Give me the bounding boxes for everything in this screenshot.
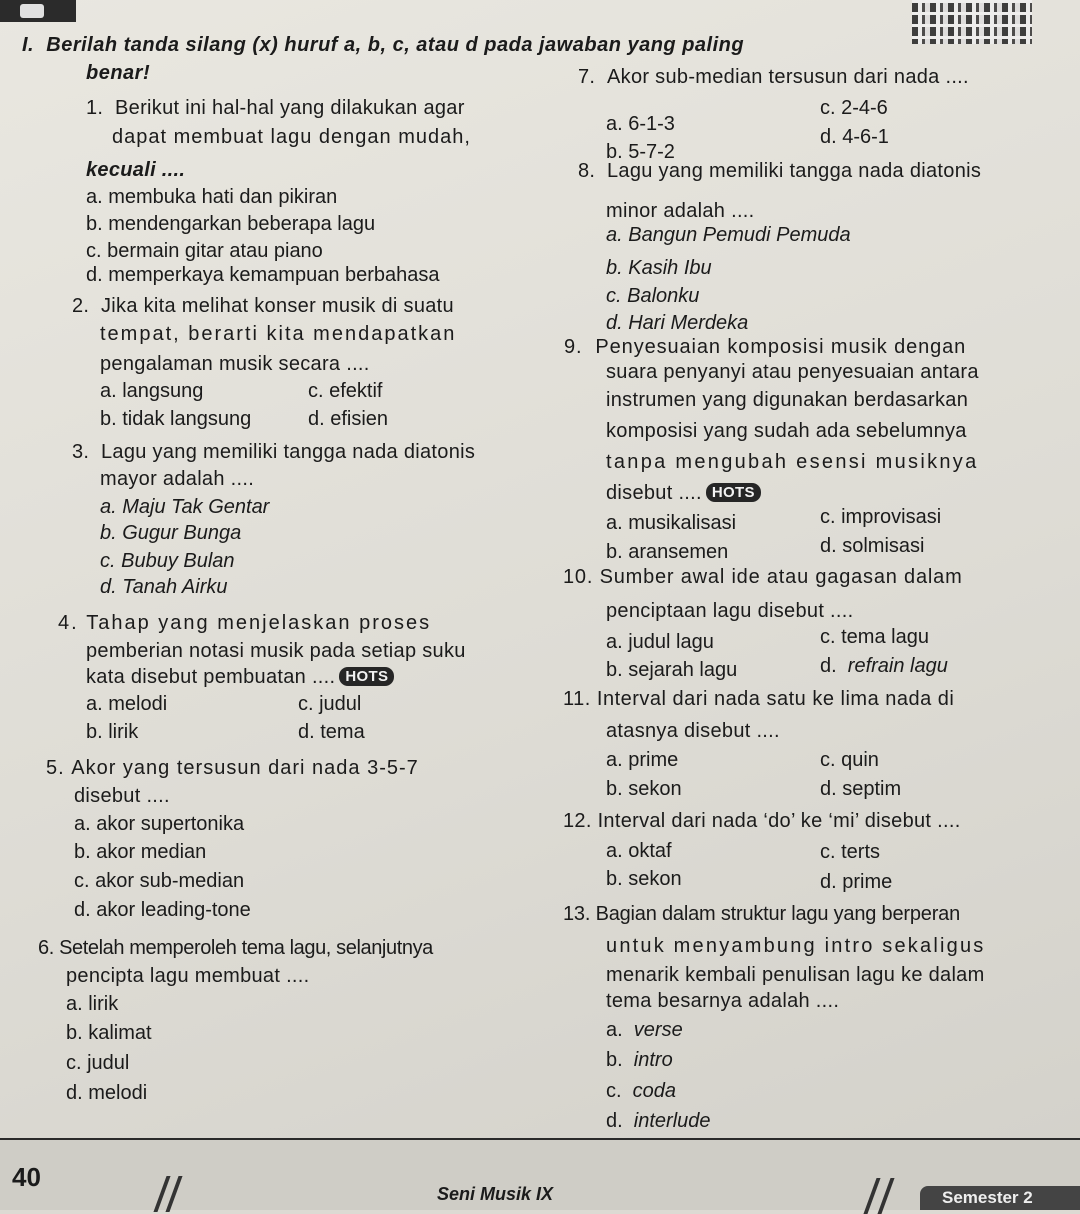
question-5-line: disebut .... [74,785,170,807]
question-9-line: tanpa mengubah esensi musiknya [606,451,979,473]
option-5b[interactable]: b. akor median [74,841,207,863]
question-6: 6. Setelah memperoleh tema lagu, selanjutnya [38,937,433,959]
question-9-line: instrumen yang digunakan berdasarkan [606,389,969,411]
question-6-line: pencipta lagu membuat .... [66,965,310,987]
question-13-line: menarik kembali penulisan lagu ke dalam [606,964,985,986]
option-12a[interactable]: a. oktaf [606,840,672,862]
option-10c[interactable]: c. tema lagu [820,626,929,648]
question-12: 12. Interval dari nada ‘do’ ke ‘mi’ disebut .... [563,810,961,832]
option-8c[interactable]: c. Balonku [606,285,700,307]
page-number: 40 [12,1162,41,1192]
section-instruction-cont: benar! [86,62,151,84]
option-1a[interactable]: a. membuka hati dan pikiran [86,186,338,208]
option-3a[interactable]: a. Maju Tak Gentar [100,496,270,518]
question-3-line: mayor adalah .... [100,468,255,490]
option-6b[interactable]: b. kalimat [66,1022,152,1044]
option-10b[interactable]: b. sejarah lagu [606,659,738,681]
option-8d[interactable]: d. Hari Merdeka [606,312,749,334]
option-7b[interactable]: b. 5-7-2 [606,141,675,163]
question-11: 11. Interval dari nada satu ke lima nada di [563,688,955,710]
question-9-line: disebut .... HOTS [606,482,761,505]
option-12d[interactable]: d. prime [820,871,893,893]
option-2b[interactable]: b. tidak langsung [100,408,252,430]
question-9: 9. Penyesuaian komposisi musik dengan [564,336,967,358]
option-13c[interactable]: c. coda [606,1080,677,1102]
option-4a[interactable]: a. melodi [86,693,168,715]
question-8-line: minor adalah .... [606,200,755,222]
option-12b[interactable]: b. sekon [606,868,682,890]
option-3c[interactable]: c. Bubuy Bulan [100,550,235,572]
option-9d[interactable]: d. solmisasi [820,535,925,557]
option-11b[interactable]: b. sekon [606,778,682,800]
question-7: 7. Akor sub-median tersusun dari nada .... [578,66,969,88]
question-5: 5. Akor yang tersusun dari nada 3-5-7 [46,757,419,779]
question-8: 8. Lagu yang memiliki tangga nada diatonis [578,160,982,182]
option-2d[interactable]: d. efisien [308,408,389,430]
hots-badge: HOTS [339,667,394,686]
option-9a[interactable]: a. musikalisasi [606,512,737,534]
option-5c[interactable]: c. akor sub-median [74,870,245,892]
option-10d[interactable]: d. refrain lagu [820,655,948,677]
question-10-line: penciptaan lagu disebut .... [606,600,854,622]
option-1d[interactable]: d. memperkaya kemampuan berbahasa [86,264,440,286]
option-13b[interactable]: b. intro [606,1049,673,1071]
question-4: 4. Tahap yang menjelaskan proses [58,612,432,634]
question-3: 3. Lagu yang memiliki tangga nada diatonis [72,441,476,463]
question-10: 10. Sumber awal ide atau gagasan dalam [563,566,963,588]
semester-badge: Semester 2 [920,1186,1080,1210]
question-11-line: atasnya disebut .... [606,720,780,742]
option-11a[interactable]: a. prime [606,749,679,771]
option-5d[interactable]: d. akor leading-tone [74,899,251,921]
option-9c[interactable]: c. improvisasi [820,506,942,528]
option-4c[interactable]: c. judul [298,693,362,715]
option-3d[interactable]: d. Tanah Airku [100,576,228,598]
option-6d[interactable]: d. melodi [66,1082,148,1104]
section-instruction: I. Berilah tanda silang (x) huruf a, b, c, atau d pada jawaban yang paling [22,34,745,56]
option-13d[interactable]: d. interlude [606,1110,711,1132]
qr-code [912,0,1032,44]
option-6c[interactable]: c. judul [66,1052,130,1074]
question-1: 1. Berikut ini hal-hal yang dilakukan agar [86,97,465,119]
option-3b[interactable]: b. Gugur Bunga [100,522,242,544]
question-4-line: kata disebut pembuatan .... HOTS [86,666,394,689]
question-4-line: pemberian notasi musik pada setiap suku [86,640,466,662]
option-7a[interactable]: a. 6-1-3 [606,113,675,135]
option-6a[interactable]: a. lirik [66,993,119,1015]
option-1b[interactable]: b. mendengarkan beberapa lagu [86,213,376,235]
option-12c[interactable]: c. terts [820,841,881,863]
option-7c[interactable]: c. 2-4-6 [820,97,888,119]
question-2: 2. Jika kita melihat konser musik di suatu [72,295,454,317]
option-4b[interactable]: b. lirik [86,721,139,743]
question-2-line: pengalaman musik secara .... [100,353,370,375]
option-11d[interactable]: d. septim [820,778,902,800]
option-11c[interactable]: c. quin [820,749,879,771]
question-13-line: untuk menyambung intro sekaligus [606,935,986,957]
question-2-line: tempat, berarti kita mendapatkan [100,323,457,345]
option-10a[interactable]: a. judul lagu [606,631,714,653]
option-8a[interactable]: a. Bangun Pemudi Pemuda [606,224,851,246]
question-1-line: dapat membuat lagu dengan mudah, [112,126,471,148]
question-13-line: tema besarnya adalah .... [606,990,840,1012]
option-9b[interactable]: b. aransemen [606,541,729,563]
question-13: 13. Bagian dalam struktur lagu yang berperan [563,903,961,925]
option-8b[interactable]: b. Kasih Ibu [606,257,712,279]
question-9-line: komposisi yang sudah ada sebelumnya [606,420,967,442]
question-9-line: suara penyanyi atau penyesuaian antara [606,361,979,383]
option-7d[interactable]: d. 4-6-1 [820,126,889,148]
footer-subject: Seni Musik IX [437,1184,554,1204]
question-1-kecuali: kecuali .... [86,159,186,181]
option-13a[interactable]: a. verse [606,1019,683,1041]
hots-badge: HOTS [706,483,761,502]
option-1c[interactable]: c. bermain gitar atau piano [86,240,323,262]
option-2a[interactable]: a. langsung [100,380,204,402]
corner-tab-icon [0,0,76,22]
option-2c[interactable]: c. efektif [308,380,383,402]
option-5a[interactable]: a. akor supertonika [74,813,245,835]
option-4d[interactable]: d. tema [298,721,365,743]
